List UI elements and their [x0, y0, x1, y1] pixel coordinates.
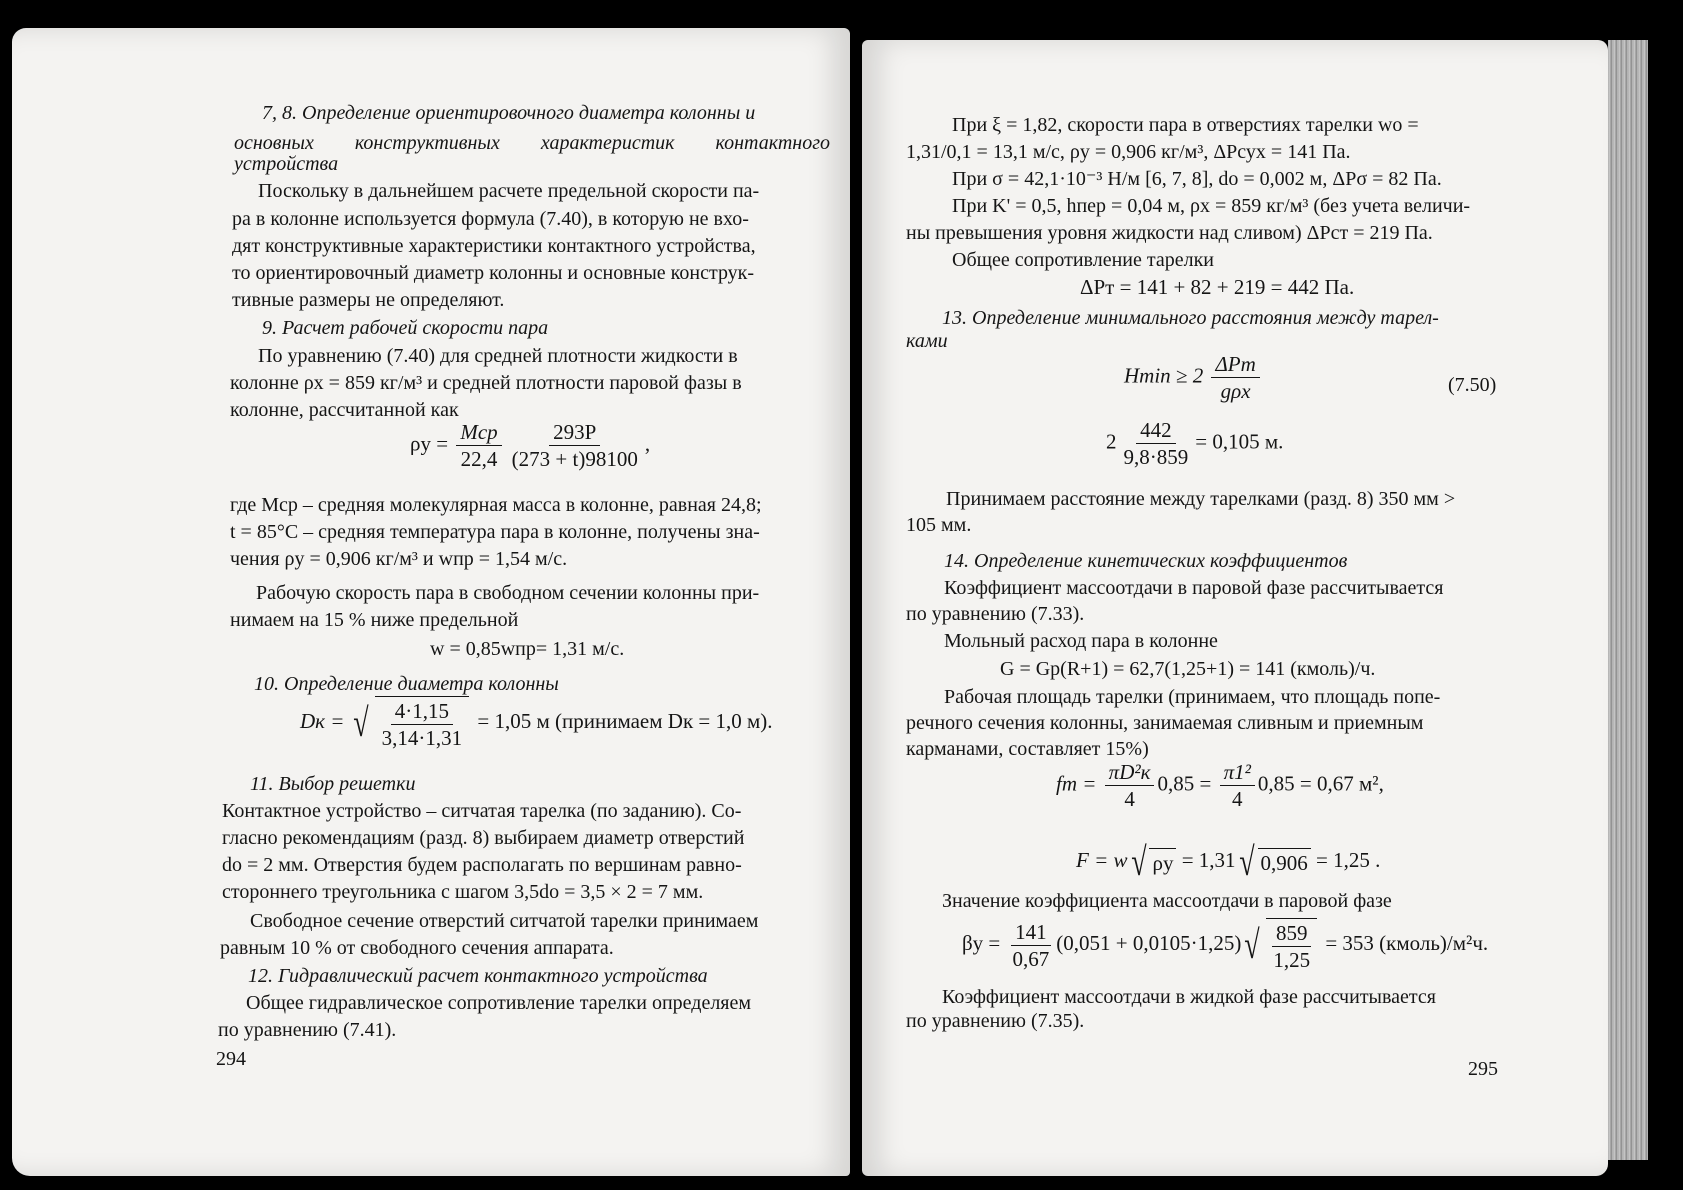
formula-total-resistance: ΔPт = 141 + 82 + 219 = 442 Па. — [1080, 275, 1355, 299]
formula-f-factor — [1076, 839, 1381, 884]
denominator: 4 — [1231, 787, 1243, 811]
text-line: dо = 2 мм. Отверстия будем располагать по вершинам равно- — [222, 854, 742, 876]
square-root — [1128, 839, 1177, 884]
numerator: 4·1,15 — [391, 699, 453, 725]
text-line: дят конструктивные характеристики контактного устройства, — [232, 235, 756, 257]
text-line: По уравнению (7.40) для средней плотности жидкости в — [258, 345, 738, 367]
text-line: t = 85°С – средняя температура пара в колонне, получены зна- — [230, 521, 760, 543]
text-line: чения ρy = 0,906 кг/м³ и wпр = 1,54 м/с. — [230, 548, 568, 570]
radical-sign: √ — [1244, 922, 1261, 967]
formula-part: = 0,105 м. — [1195, 429, 1284, 454]
section-heading: 7, 8. Определение ориентировочного диаметра колонны и — [262, 102, 756, 124]
square-root — [350, 696, 472, 750]
text-line: При σ = 42,1·10⁻³ Н/м [6, 7, 8], dо = 0,002 м, ΔPσ = 82 Па. — [952, 168, 1442, 190]
fraction — [375, 696, 470, 750]
text-line: Общее сопротивление тарелки — [952, 249, 1214, 271]
fraction — [1009, 920, 1054, 971]
text-line: ны превышения уровня жидкости над сливом) ΔPст = 219 Па. — [906, 222, 1433, 244]
fraction — [456, 420, 501, 471]
section-heading: устройства — [234, 153, 339, 175]
denominator: 4 — [1124, 787, 1135, 811]
text-line: Рабочую скорость пара в свободном сечении колонны при- — [256, 582, 760, 604]
text-line: то ориентировочный диаметр колонны и основные конструк- — [232, 262, 755, 284]
formula-part: F = w — [1076, 847, 1128, 872]
text-line: Значение коэффициента массоотдачи в паровой фазе — [942, 890, 1392, 912]
formula-rho — [410, 420, 650, 471]
numerator: 859 — [1272, 921, 1312, 947]
formula-part: Dк = — [300, 708, 345, 733]
page-number: 294 — [216, 1048, 246, 1070]
section-heading: 14. Определение кинетических коэффициентов — [944, 550, 1348, 572]
fraction — [1211, 352, 1259, 403]
text-line: по уравнению (7.33). — [906, 603, 1085, 625]
formula-part: fт = — [1056, 771, 1097, 796]
formula-molar-flow: G = Gр(R+1) = 62,7(1,25+1) = 141 (кмоль)/ч. — [1000, 658, 1376, 680]
text-line: 1,31/0,1 = 13,1 м/с, ρy = 0,906 кг/м³, ΔPсух = 141 Па. — [906, 141, 1351, 163]
section-heading: ками — [906, 330, 948, 352]
section-heading: 11. Выбор решетки — [250, 773, 416, 795]
radical-sign: √ — [1130, 839, 1147, 884]
text-line: Рабочая площадь тарелки (принимаем, что площадь попе- — [944, 686, 1441, 708]
page-edges — [1608, 40, 1648, 1160]
text-line: стороннего треугольника с шагом 3,5dо = 3,5 × 2 = 7 мм. — [222, 881, 704, 903]
text-line: карманами, составляет 15%) — [906, 738, 1149, 760]
formula-diameter — [300, 696, 773, 750]
equation-number: (7.50) — [1448, 374, 1497, 396]
text-line: Коэффициент массоотдачи в паровой фазе рассчитывается — [944, 577, 1444, 599]
formula-part: 0,85 = — [1157, 771, 1212, 796]
text-line: нимаем на 15 % ниже предельной — [230, 609, 519, 631]
numerator: 293P — [549, 420, 600, 446]
formula-part: = 1,25 . — [1316, 847, 1381, 872]
text-line: тивные размеры не определяют. — [232, 289, 505, 311]
numerator: Mср — [456, 420, 501, 446]
denominator: 22,4 — [460, 447, 498, 471]
text-line: речного сечения колонны, занимаемая сливным и приемным — [906, 712, 1424, 734]
denominator: gρx — [1220, 379, 1251, 403]
radicand: ρy — [1149, 848, 1176, 876]
denominator: (273 + t)98100 — [511, 447, 638, 471]
denominator: 9,8·859 — [1123, 445, 1189, 469]
fraction — [508, 420, 642, 471]
section-heading: основных конструктивных характеристик контактного — [234, 132, 830, 154]
text-line: При K' = 0,5, hпер = 0,04 м, ρx = 859 кг/м³ (без учета величи- — [952, 195, 1471, 217]
text-line: колонне ρx = 859 кг/м³ и средней плотности паровой фазы в — [230, 372, 742, 394]
text-line: ра в колонне используется формула (7.40), в которую не вхо- — [232, 208, 749, 230]
formula-plate-area — [1056, 760, 1384, 811]
numerator: 141 — [1011, 920, 1051, 946]
square-root — [1241, 918, 1320, 972]
text-line: При ξ = 1,82, скорости пара в отверстиях тарелки wо = — [952, 114, 1419, 136]
formula-part: , — [644, 431, 651, 456]
formula-part: 2 — [1106, 429, 1117, 454]
square-root — [1236, 839, 1311, 884]
formula-part: βy = — [962, 930, 1001, 955]
text-line: Контактное устройство – ситчатая тарелка (по заданию). Со- — [222, 800, 742, 822]
formula-part: ρy = — [410, 431, 449, 456]
denominator: 1,25 — [1273, 948, 1311, 972]
denominator: 3,14·1,31 — [381, 726, 463, 750]
formula-w: w = 0,85wпр= 1,31 м/с. — [430, 638, 625, 660]
text-line: Коэффициент массоотдачи в жидкой фазе рассчитывается — [942, 986, 1436, 1008]
numerator: 442 — [1136, 418, 1176, 444]
section-heading: 13. Определение минимального расстояния между тарел- — [942, 307, 1439, 329]
radical-sign: √ — [352, 700, 369, 745]
fraction — [1220, 760, 1255, 811]
fraction — [1120, 418, 1193, 469]
radical-sign: √ — [1238, 839, 1255, 884]
text-line: Свободное сечение отверстий ситчатой тарелки принимаем — [250, 910, 759, 932]
text-line: 105 мм. — [906, 514, 972, 536]
fraction — [1105, 760, 1155, 811]
section-heading: 12. Гидравлический расчет контактного устройства — [248, 965, 708, 987]
numerator: πD²к — [1105, 760, 1155, 786]
formula-part: = 353 (кмоль)/м²ч. — [1325, 930, 1489, 955]
fraction — [1266, 918, 1317, 972]
formula-hmin-value — [1106, 418, 1283, 469]
section-heading: 10. Определение диаметра колонны — [254, 673, 559, 695]
text-line: по уравнению (7.35). — [906, 1010, 1085, 1032]
numerator: ΔPт — [1211, 352, 1259, 378]
text-line: Общее гидравлическое сопротивление тарелки определяем — [246, 992, 752, 1014]
formula-part: (0,051 + 0,0105·1,25) — [1056, 930, 1242, 955]
denominator: 0,67 — [1012, 946, 1050, 971]
text-line: Принимаем расстояние между тарелками (разд. 8) 350 мм > — [946, 488, 1456, 510]
formula-part: 0,85 = 0,67 м², — [1257, 771, 1384, 796]
text-line: колонне, рассчитанной как — [230, 399, 459, 421]
page-number: 295 — [1468, 1058, 1498, 1080]
text-line: по уравнению (7.41). — [218, 1019, 397, 1041]
formula-part: = 1,31 — [1181, 847, 1236, 872]
formula-beta-y — [962, 918, 1488, 972]
text-line: гласно рекомендациям (разд. 8) выбираем диаметр отверстий — [222, 827, 745, 849]
text-line: Мольный расход пара в колонне — [944, 630, 1218, 652]
text-line: Поскольку в дальнейшем расчете предельной скорости па- — [258, 180, 760, 202]
formula-hmin — [1124, 352, 1263, 403]
formula-part: = 1,05 м (принимаем Dк = 1,0 м). — [477, 708, 773, 733]
numerator: π1² — [1220, 760, 1255, 786]
section-heading: 9. Расчет рабочей скорости пара — [262, 317, 549, 339]
text-line: равным 10 % от свободного сечения аппарата. — [220, 937, 614, 959]
radicand: 0,906 — [1258, 848, 1311, 876]
formula-part: Hmin ≥ 2 — [1124, 363, 1204, 388]
text-line: где Mср – средняя молекулярная масса в колонне, равная 24,8; — [230, 494, 762, 516]
